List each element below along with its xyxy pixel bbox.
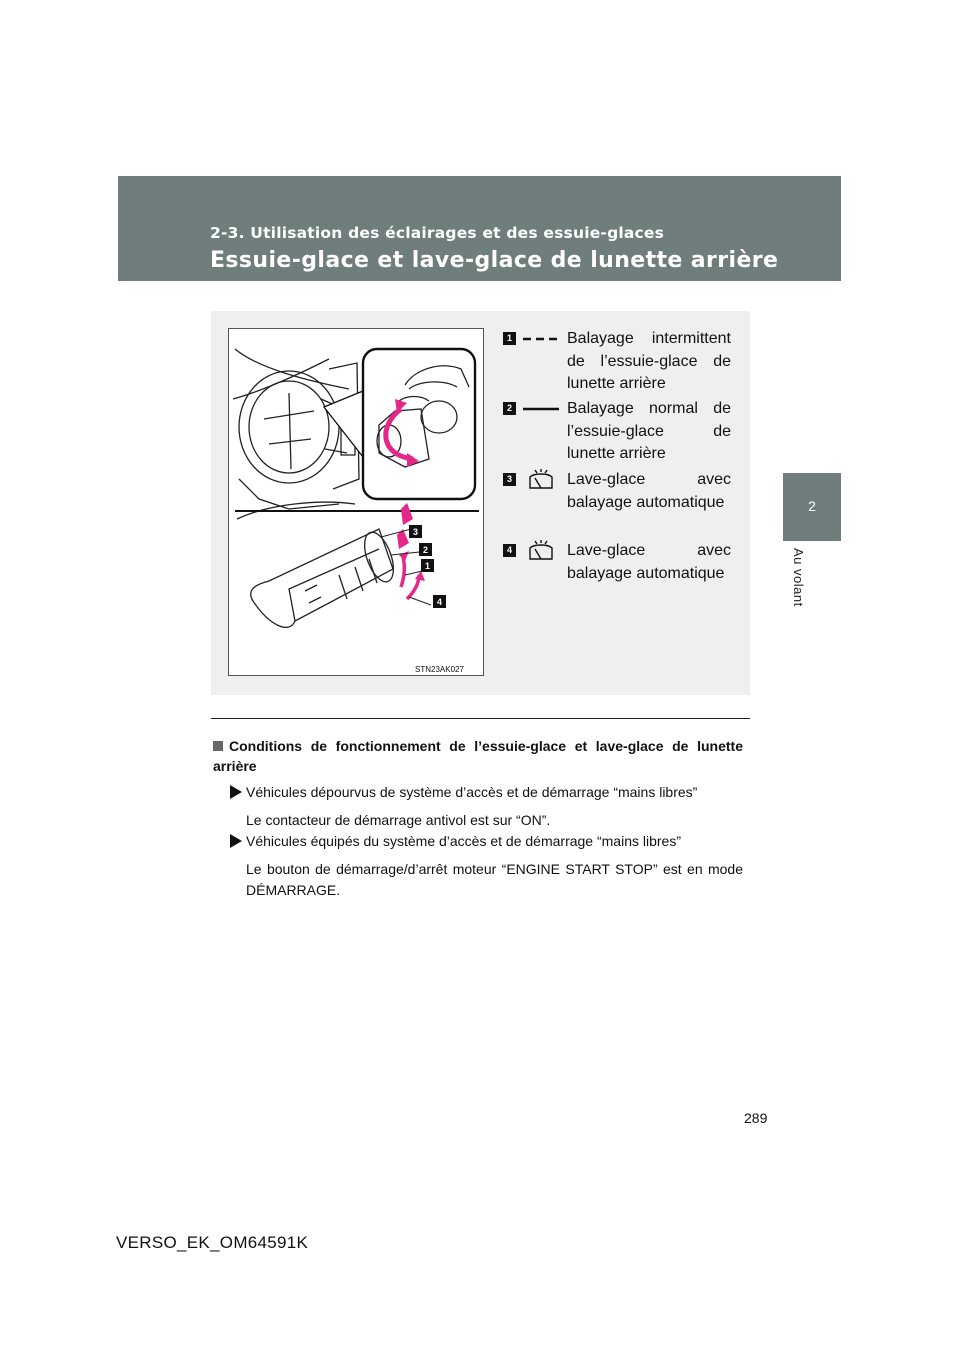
chapter-header	[118, 176, 841, 281]
condition-item-1-body: Le contacteur de démarrage antivol est sur “ON”.	[246, 812, 551, 828]
legend-text: Lave-glace avec balayage automatique	[567, 542, 731, 582]
dashed-line-icon	[520, 328, 562, 350]
chapter-number: 2	[808, 498, 816, 514]
chapter-tab	[783, 473, 841, 541]
triangle-bullet-icon	[230, 785, 242, 799]
triangle-bullet-icon	[230, 834, 242, 848]
wiper-lever-illustration	[228, 328, 484, 676]
page-number: 289	[744, 1110, 768, 1126]
footer-code: VERSO_EK_OM64591K	[116, 1233, 309, 1252]
chapter-label: Au volant	[791, 548, 806, 607]
conditions-title: Conditions de fonctionnement de l’essuie-glace et lave-glace de lunette arrière	[213, 738, 743, 774]
legend-text: Lave-glace avec balayage automatique	[567, 471, 731, 511]
legend-text: Balayage normal de l’essuie-glace de lunette arrière	[567, 400, 731, 462]
condition-item-2-head	[230, 831, 681, 851]
legend-number: 3	[503, 473, 516, 486]
legend-number: 1	[503, 332, 516, 345]
condition-item-1-text: Véhicules dépourvus de système d’accès et de démarrage “mains libres”	[246, 784, 698, 800]
legend-number: 4	[503, 544, 516, 557]
conditions-heading	[213, 736, 743, 776]
section-title: 2-3. Utilisation des éclairages et des essuie-glaces	[210, 224, 665, 242]
figure-code: STN23AK027	[415, 665, 464, 674]
callout-label-1: 1	[424, 561, 431, 571]
rear-washer-icon	[520, 469, 562, 491]
page-title: Essuie-glace et lave-glace de lunette arrière	[210, 248, 779, 273]
callout-label-3: 3	[412, 527, 419, 537]
condition-item-2-body: Le bouton de démarrage/d’arrêt moteur “ENGINE START STOP” est en mode DÉMARRAGE.	[246, 861, 743, 898]
callout-label-2: 2	[422, 545, 429, 555]
section-divider	[211, 718, 750, 719]
legend-text: Balayage intermittent de l’essuie-glace de lunette arrière	[567, 330, 731, 392]
solid-line-icon	[520, 398, 562, 420]
condition-item-2-text: Véhicules équipés du système d’accès et de démarrage “mains libres”	[246, 833, 681, 849]
illustration-drawing	[229, 329, 483, 675]
legend-number: 2	[503, 402, 516, 415]
condition-item-1-head	[230, 782, 697, 802]
callout-label-4: 4	[436, 597, 443, 607]
square-bullet-icon	[213, 741, 223, 751]
rear-washer-icon	[520, 540, 562, 562]
